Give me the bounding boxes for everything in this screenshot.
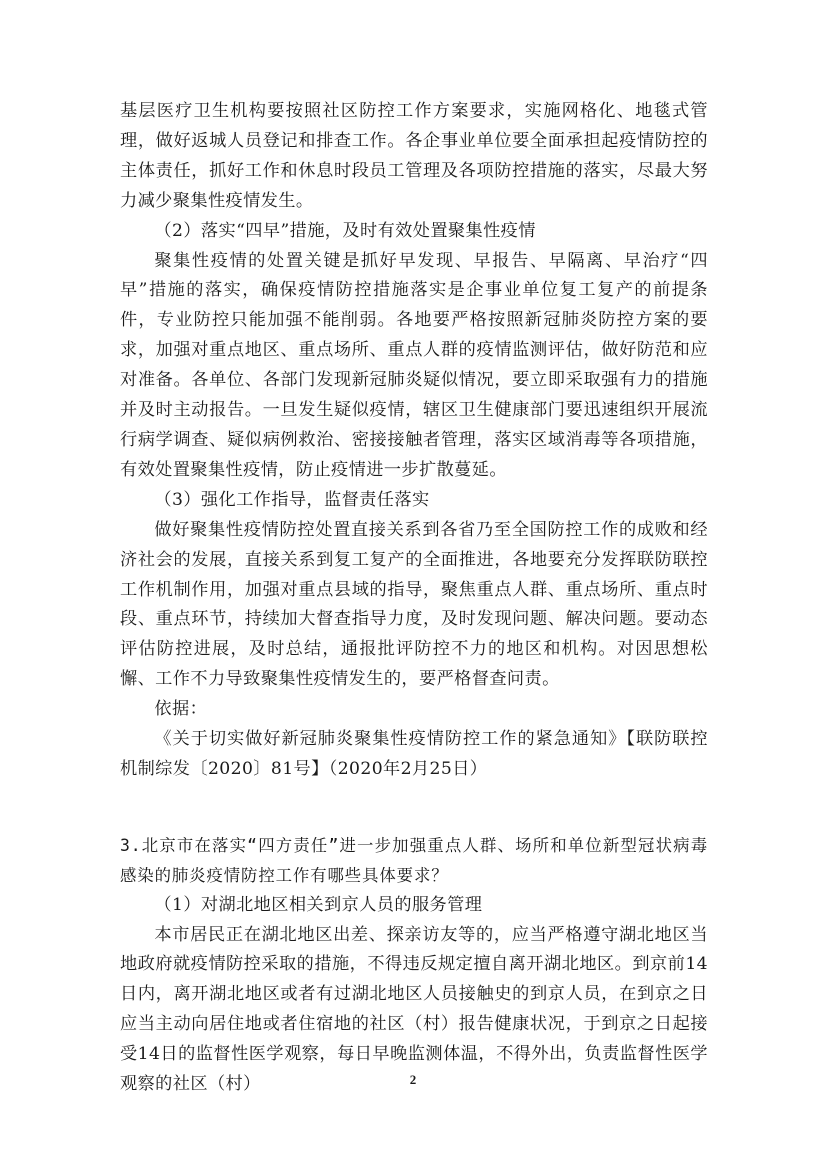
document-body <box>120 97 708 1100</box>
paragraph-hubei-management: 本市居民正在湖北地区出差、探亲访友等的，应当严格遵守湖北地区当地政府就疫情防控采取的措施，不得违反规定擅自离开湖北地区。到京前14日内，离开湖北地区或者有过湖北地区人员接触史的到京人员，在到京之日应当主动向居住地或者住宿地的社区（村）报告健康状况，于到京之日起接受14日的监督性医学观察，每日早晚监测体温，不得外出，负责监督性医学观察的社区（村） <box>120 924 708 1095</box>
basis-citation: 《关于切实做好新冠肺炎聚集性疫情防控工作的紧急通知》【联防联控机制综发〔2020〕81号】（2020年2月25日） <box>120 729 708 779</box>
section-heading-guidance: （3）强化工作指导，监督责任落实 <box>154 489 430 510</box>
section-heading-four-early: （2）落实“四早”措施，及时有效处置聚集性疫情 <box>154 220 536 241</box>
basis-label: 依据： <box>154 699 208 720</box>
page-number: 2 <box>409 1072 417 1087</box>
paragraph-cluster-handling: 聚集性疫情的处置关键是抓好早发现、早报告、早隔离、早治疗“四早”措施的落实，确保疫情防控措施落实是企事业单位复工复产的前提条件，专业防控只能加强不能削弱。各地要严格按照新冠肺炎防控方案的要求，加强对重点地区、重点场所、重点人群的疫情监测评估，做好防范和应对准备。各单位、各部门发现新冠肺炎疑似情况，要立即采取强有力的措施并及时主动报告。一旦发生疑似疫情，辖区卫生健康部门要迅速组织开展流行病学调查、疑似病例救治、密接接触者管理，落实区域消毒等各项措施，有效处置聚集性疫情，防止疫情进一步扩散蔓延。 <box>120 250 708 480</box>
section-heading-hubei: （1）对湖北地区相关到京人员的服务管理 <box>154 894 483 915</box>
paragraph-community-management: 基层医疗卫生机构要按照社区防控工作方案要求，实施网格化、地毯式管理，做好返城人员登记和排查工作。各企事业单位要全面承担起疫情防控的主体责任，抓好工作和休息时段员工管理及各项防控措施的落实，尽最大努力减少聚集性疫情发生。 <box>120 101 708 211</box>
question-heading: 3.北京市在落实“四方责任”进一步加强重点人群、场所和单位新型冠状病毒感染的肺炎疫情防控工作有哪些具体要求？ <box>120 835 708 885</box>
section-spacer <box>120 785 708 831</box>
paragraph-supervision: 做好聚集性疫情防控处置直接关系到各省乃至全国防控工作的成败和经济社会的发展，直接关系到复工复产的全面推进，各地要充分发挥联防联控工作机制作用，加强对重点县域的指导，聚焦重点人群、重点场所、重点时段、重点环节，持续加大督查指导力度，及时发现问题、解决问题。要动态评估防控进展，及时总结，通报批评防控不力的地区和机构。对因思想松懈、工作不力导致聚集性疫情发生的，要严格督查问责。 <box>120 519 708 690</box>
